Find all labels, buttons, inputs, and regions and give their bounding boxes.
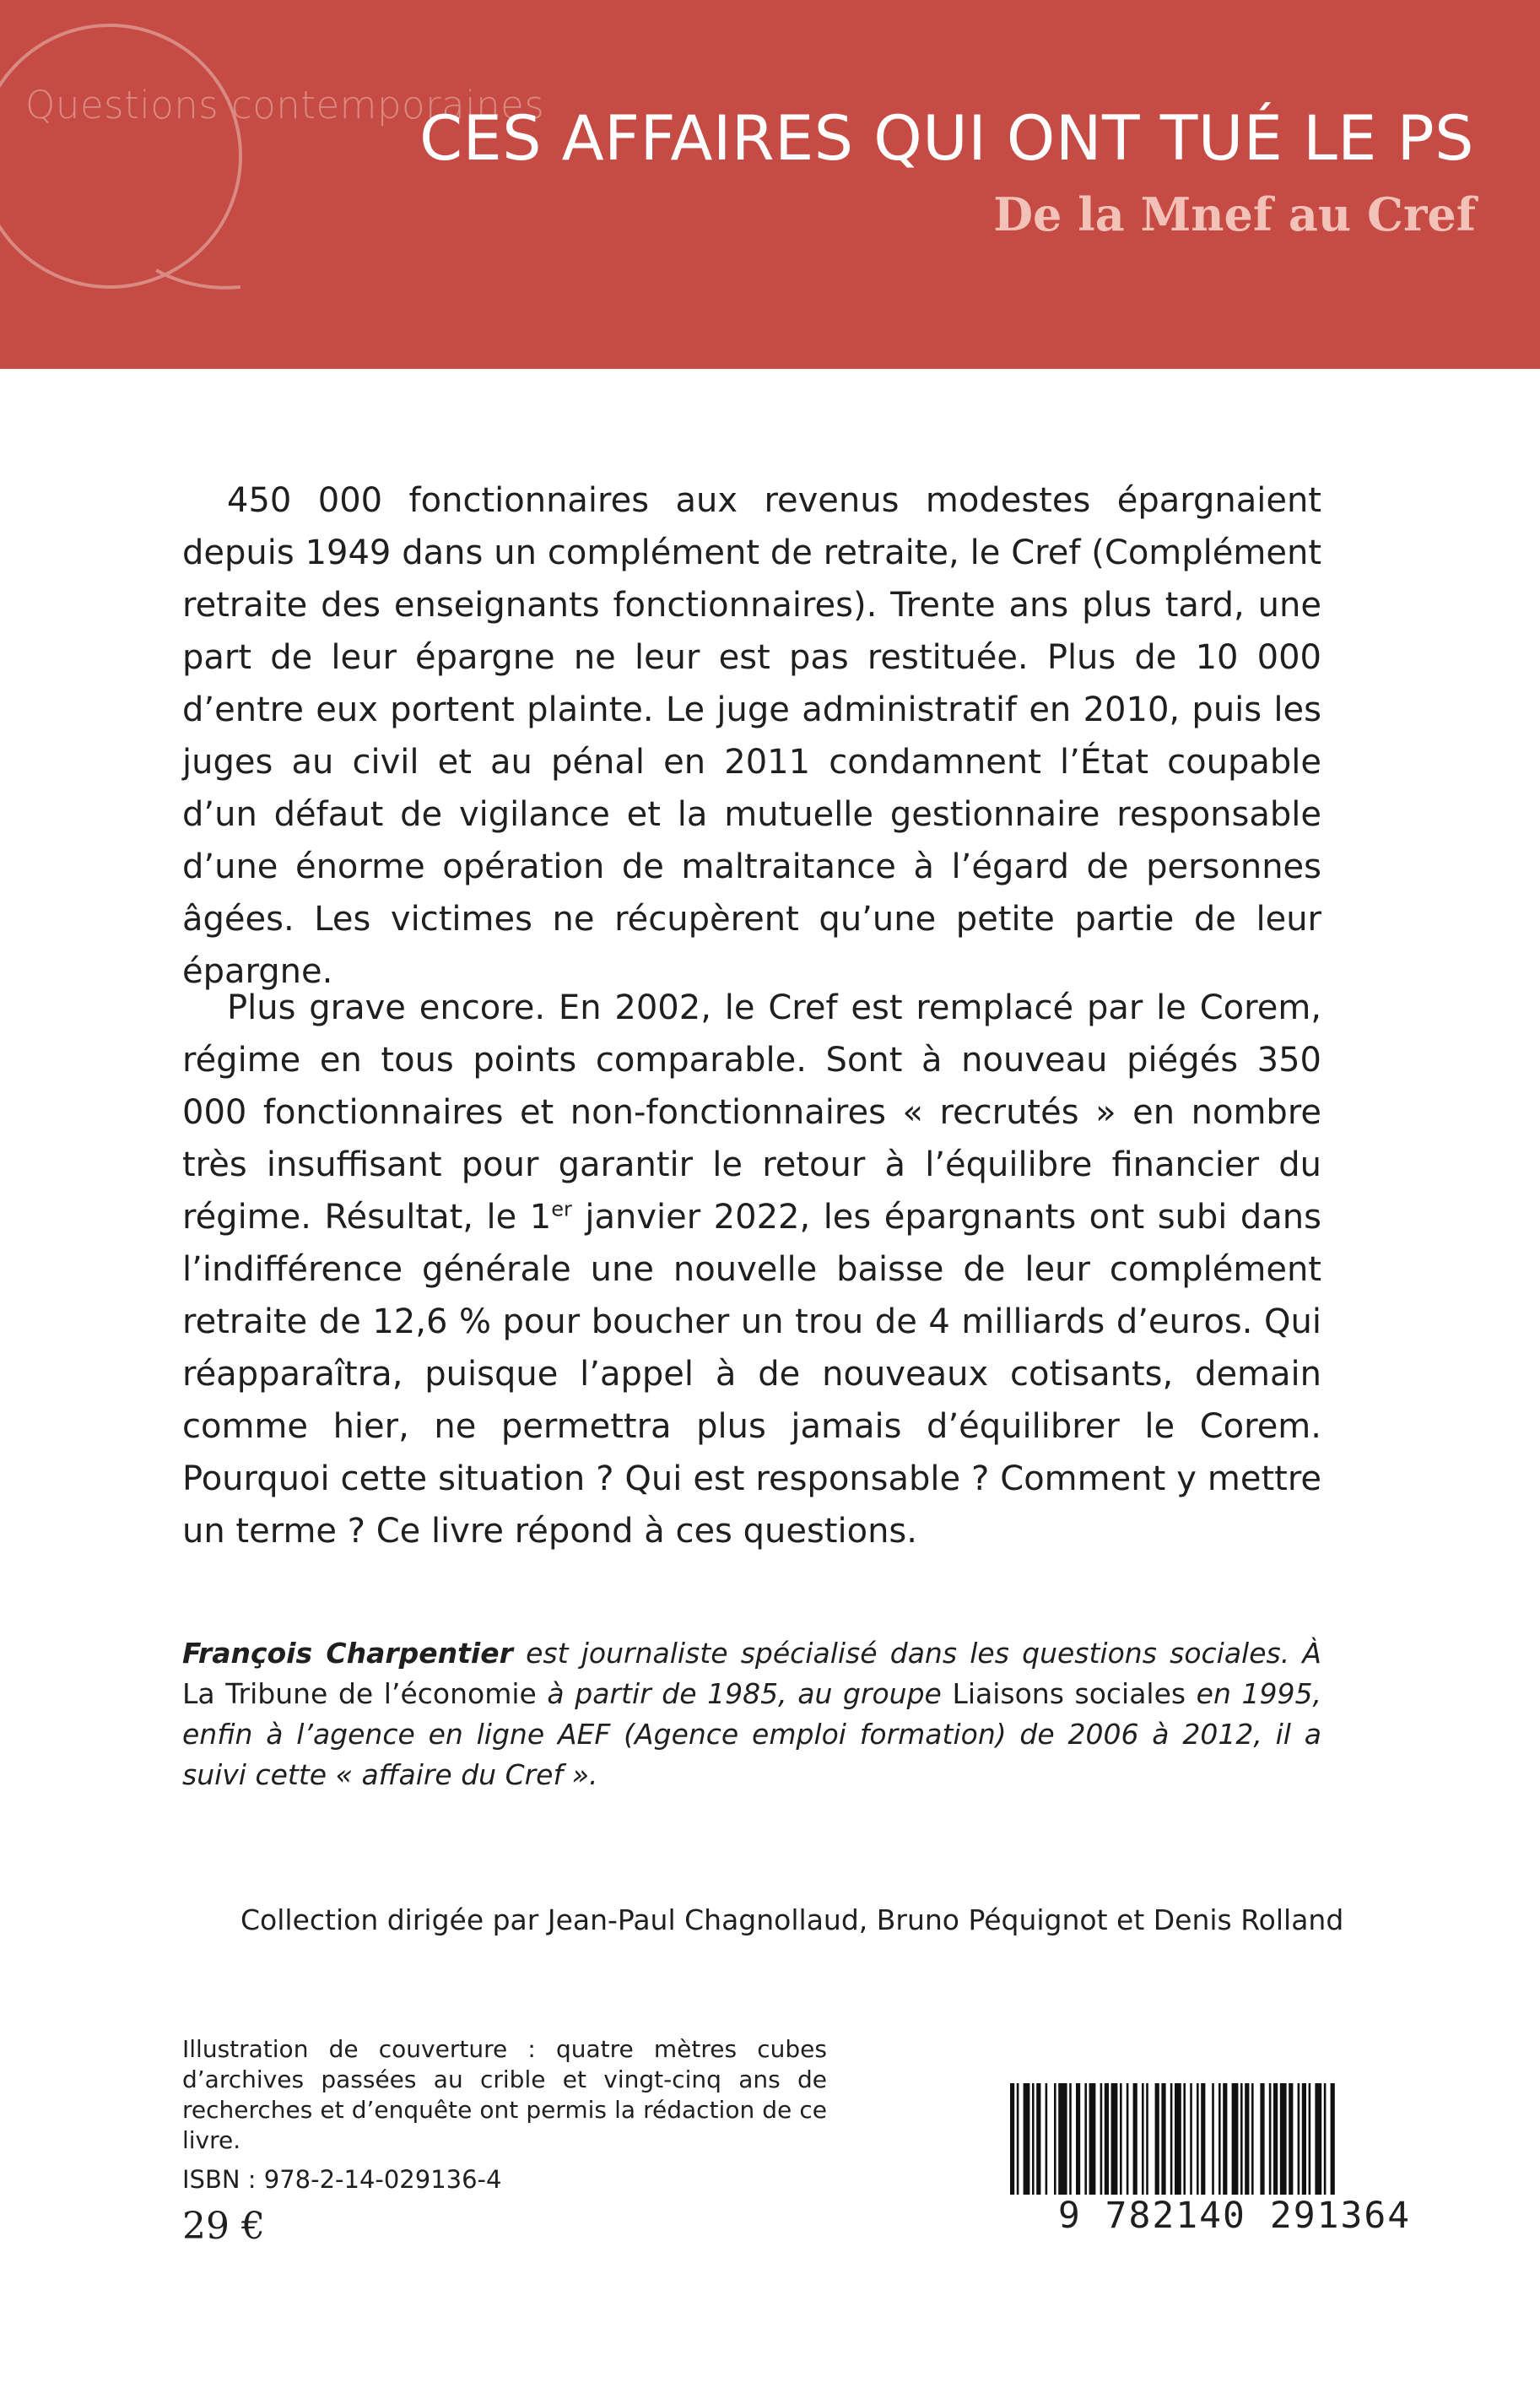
illustration-credit: Illustration de couverture : quatre mètres cubes d’archives passées au crible et vingt-cinq ans de recherches et d’enquête ont permis la rédaction de ce livre.: [182, 2035, 827, 2154]
isbn: ISBN : 978-2-14-029136-4: [182, 2165, 502, 2194]
barcode-digits: 9 782140 291364: [998, 2195, 1471, 2237]
author-bio: [182, 1633, 1321, 1795]
book-subtitle: De la Mnef au Cref: [993, 187, 1476, 241]
summary-paragraph-2-part-a: Plus grave encore. En 2002, le Cref est remplacé par le Corem, régime en tous points comparable. Sont à nouveau piégés 350 000 fonctionnaires et non-fonctionnaires « recrutés » en nombre très insuffisant pour garantir le retour à l’équilibre financier du régime. Résultat, le 1: [182, 988, 1321, 1237]
summary-paragraph-1: 450 000 fonctionnaires aux revenus modestes épargnaient depuis 1949 dans un complément de retraite, le Cref (Complément retraite des enseignants fonctionnaires). Trente ans plus tard, une part de leur épargne ne leur est pas restituée. Plus de 10 000 d’entre eux portent plainte. Le juge administratif en 2010, puis les juges au civil et au pénal en 2011 condamnent l’État coupable d’un défaut de vigilance et la mutuelle gestionnaire responsable d’une énorme opération de maltraitance à l’égard de personnes âgées. Les victimes ne récupèrent qu’une petite partie de leur épargne.: [182, 481, 1321, 991]
summary-paragraph-2-part-b: janvier 2022, les épargnants ont subi dans l’indifférence générale une nouvelle baisse de leur complément retraite de 12,6 % pour boucher un trou de 4 milliards d’euros. Qui réapparaîtra, puisque l’appel à de nouveaux cotisants, demain comme hier, ne permettra plus jamais d’équilibrer le Corem. Pourquoi cette situation ? Qui est responsable ? Comment y mettre un terme ? Ce livre répond à ces questions.: [182, 1198, 1321, 1551]
collection-directors: Collection dirigée par Jean-Paul Chagnollaud, Bruno Péquignot et Denis Rolland: [240, 1903, 1344, 1936]
author-bio-publication-1: La Tribune de l’économie: [182, 1677, 537, 1710]
q-logo-icon: [0, 0, 278, 369]
series-name: Questions contemporaines: [25, 83, 545, 127]
ordinal-superscript: er: [551, 1197, 572, 1221]
author-bio-publication-2: Liaisons sociales: [952, 1677, 1186, 1710]
book-title: CES AFFAIRES QUI ONT TUÉ LE PS: [419, 103, 1474, 175]
author-bio-text-1: est journaliste spécialisé dans les questions sociales. À: [512, 1637, 1321, 1670]
author-bio-text-3: en 1995, enfin à l’agence en ligne AEF (Agence emploi formation) de 2006 à 2012, il a suivi cette « affaire du Cref ».: [182, 1677, 1321, 1791]
summary-paragraph-2: [182, 982, 1321, 1557]
barcode-icon: [998, 2083, 1471, 2280]
author-bio-text-2: à partir de 1985, au groupe: [536, 1677, 953, 1710]
price: 29 €: [182, 2205, 265, 2248]
author-name: François Charpentier: [182, 1637, 513, 1670]
cover-banner: [0, 0, 1540, 369]
